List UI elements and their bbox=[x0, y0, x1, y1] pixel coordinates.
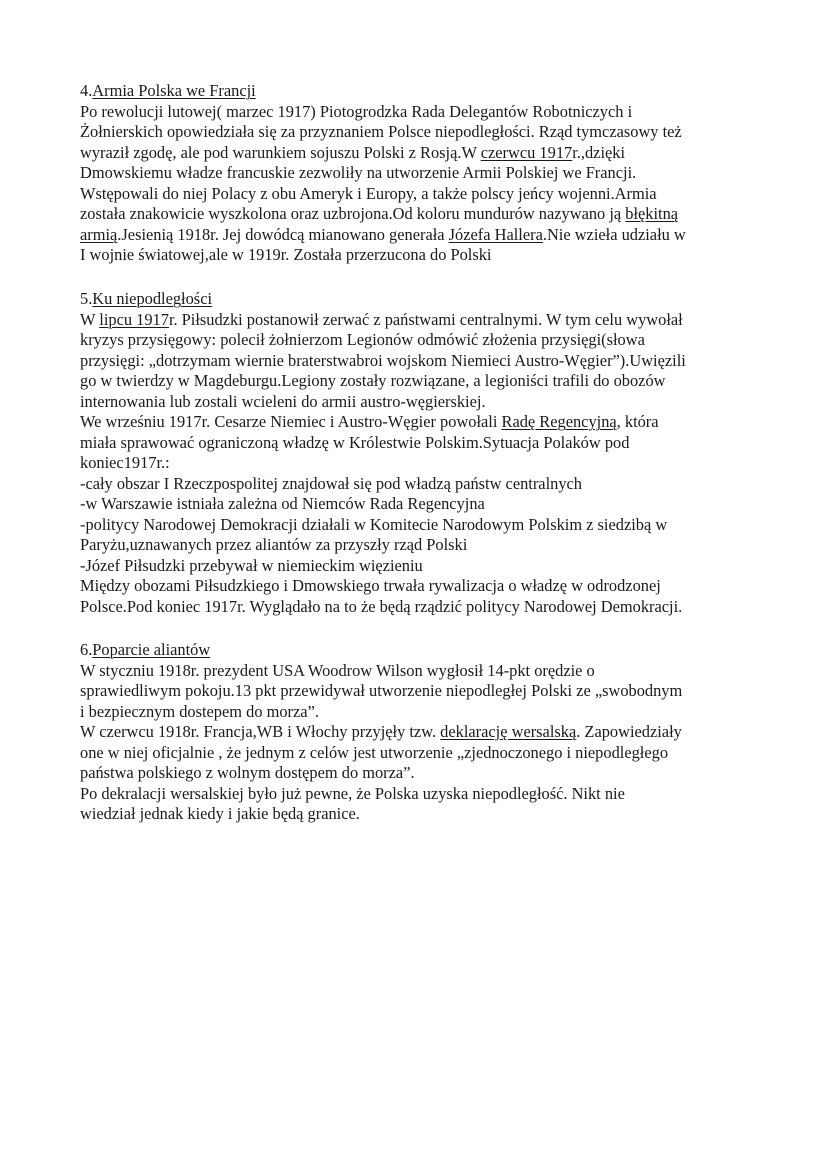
paragraph-line bbox=[80, 722, 770, 743]
paragraph-line bbox=[80, 804, 770, 825]
text-run: r. Piłsudzki postanowił zerwać z państwami centralnymi. W tym celu wywołał bbox=[168, 309, 683, 329]
text-run: Dmowskiemu władze francuskie zezwoliły na utworzenie Armii Polskiej we Francji. bbox=[80, 163, 637, 182]
underlined-term: armią bbox=[80, 224, 118, 244]
paragraph-line bbox=[80, 184, 770, 205]
text-run: wiedział jednak kiedy i jakie będą granice. bbox=[80, 804, 360, 823]
paragraph-line bbox=[80, 597, 770, 618]
paragraph-line bbox=[80, 143, 770, 164]
text-run: I wojnie światowej,ale w 1919r. Została przerzucona do Polski bbox=[80, 245, 492, 264]
text-run: W styczniu 1918r. prezydent USA Woodrow Wilson wygłosił 14-pkt orędzie o bbox=[80, 660, 595, 680]
paragraph-line bbox=[80, 576, 770, 597]
text-run: została znakowicie wyszkolona oraz uzbrojona.Od koloru mundurów nazywano ją bbox=[80, 204, 626, 223]
underlined-term: deklarację wersalską bbox=[440, 722, 577, 741]
paragraph-line bbox=[80, 412, 770, 433]
underlined-term: Armia Polska we Francji bbox=[92, 81, 256, 100]
text-run: Polsce.Pod koniec 1917r. Wyglądało na to że będą rządzić politycy Narodowej Demokracji. bbox=[80, 596, 683, 616]
section-heading bbox=[80, 640, 770, 661]
text-run: go w twierdzy w Magdeburgu.Legiony zostały rozwiązane, a legioniści trafili do obozów bbox=[80, 371, 666, 390]
text-run: Paryżu,uznawanych przez aliantów za przyszły rząd Polski bbox=[80, 535, 468, 554]
text-run: i bezpiecznym dostepem do morza”. bbox=[80, 701, 319, 721]
text-run: wyraził zgodę, ale pod warunkiem sojuszu Polski z Rosją.W bbox=[80, 142, 481, 162]
text-run: .Jesienią 1918r. Jej dowódcą mianowano generała bbox=[117, 224, 449, 244]
underlined-term: Radę Regencyjną bbox=[501, 412, 617, 431]
underlined-term: Józefa Hallera bbox=[448, 224, 543, 244]
section-armia-polska bbox=[80, 81, 770, 266]
section-heading bbox=[80, 81, 770, 102]
text-run: -Józef Piłsudzki przebywał w niemieckim więzieniu bbox=[80, 555, 423, 575]
paragraph-line bbox=[80, 204, 770, 225]
text-run: 6. bbox=[80, 640, 93, 659]
paragraph-line bbox=[80, 392, 770, 413]
text-run: -politycy Narodowej Demokracji działali w Komitecie Narodowym Polskim z siedzibą w bbox=[80, 514, 668, 534]
text-run: miała sprawować ograniczoną władzę w Królestwie Polskim.Sytuacja Polaków pod bbox=[80, 432, 630, 452]
text-run: W czerwcu 1918r. Francja,WB i Włochy przyjęły tzw. bbox=[80, 722, 441, 741]
paragraph-line bbox=[80, 681, 770, 702]
text-run: -w Warszawie istniała zależna od Niemców Rada Regencyjna bbox=[80, 494, 485, 513]
text-run: państwa polskiego z wolnym dostępem do morza”. bbox=[80, 763, 415, 782]
text-run: koniec1917r.: bbox=[80, 453, 170, 472]
text-run: Żołnierskich opowiedziała się za przyznaniem Polsce niepodległości. Rząd tymczasowy też bbox=[80, 122, 682, 141]
paragraph-line bbox=[80, 763, 770, 784]
section-poparcie-aliantow bbox=[80, 640, 770, 825]
paragraph-line bbox=[80, 371, 770, 392]
paragraph-line bbox=[80, 474, 770, 495]
section-heading bbox=[80, 289, 770, 310]
paragraph-line bbox=[80, 163, 770, 184]
paragraph-line bbox=[80, 330, 770, 351]
paragraph-line bbox=[80, 433, 770, 454]
paragraph-line bbox=[80, 310, 770, 331]
text-run: W bbox=[80, 309, 100, 329]
paragraph-line bbox=[80, 743, 770, 764]
text-run: 4. bbox=[80, 81, 93, 100]
paragraph-line bbox=[80, 102, 770, 123]
text-run: , która bbox=[616, 412, 659, 431]
text-run: .Nie wzieła udziału w bbox=[542, 224, 686, 244]
paragraph-line bbox=[80, 225, 770, 246]
underlined-term: Poparcie aliantów bbox=[92, 640, 211, 659]
paragraph-line bbox=[80, 515, 770, 536]
text-run: kryzys przysięgowy: polecił żołnierzom Legionów odmówić złożenia przysięgi(słowa bbox=[80, 330, 645, 349]
text-run: Po dekralacji wersalskiej było już pewne, że Polska uzyska niepodległość. Nikt nie bbox=[80, 783, 625, 803]
paragraph-line bbox=[80, 453, 770, 474]
paragraph-line bbox=[80, 494, 770, 515]
text-run: . Zapowiedziały bbox=[576, 722, 682, 741]
paragraph-line bbox=[80, 702, 770, 723]
paragraph-line bbox=[80, 661, 770, 682]
underlined-term: lipcu 1917 bbox=[99, 309, 169, 329]
paragraph-line bbox=[80, 351, 770, 372]
paragraph-line bbox=[80, 535, 770, 556]
text-run: Między obozami Piłsudzkiego i Dmowskiego trwała rywalizacja o władzę w odrodzonej bbox=[80, 576, 661, 595]
paragraph-line bbox=[80, 122, 770, 143]
underlined-term: Ku niepodległości bbox=[92, 289, 213, 308]
section-ku-niepodleglosci bbox=[80, 289, 770, 617]
text-run: przysięgi: „dotrzymam wiernie braterstwabroi wojskom Niemieci Austro-Węgier”).Uwięzili bbox=[80, 350, 686, 370]
paragraph-line bbox=[80, 245, 770, 266]
paragraph-line bbox=[80, 784, 770, 805]
underlined-term: błękitną bbox=[625, 204, 679, 223]
text-run: We wrześniu 1917r. Cesarze Niemiec i Austro-Węgier powołali bbox=[80, 412, 502, 431]
text-run: r.,dzięki bbox=[572, 142, 626, 162]
text-run: Po rewolucji lutowej( marzec 1917) Piotogrodzka Rada Delegantów Robotniczych i bbox=[80, 101, 633, 121]
text-run: one w niej oficjalnie , że jednym z celów jest utworzenie „zjednoczonego i niepodległego bbox=[80, 742, 669, 762]
text-run: Wstępowali do niej Polacy z obu Ameryk i Europy, a także polscy jeńcy wojenni.Armia bbox=[80, 183, 657, 203]
text-run: 5. bbox=[80, 289, 93, 308]
text-run: -cały obszar I Rzeczpospolitej znajdował się pod władzą państw centralnych bbox=[80, 473, 582, 493]
paragraph-line bbox=[80, 556, 770, 577]
underlined-term: czerwcu 1917 bbox=[480, 142, 573, 162]
text-run: internowania lub zostali wcieleni do armii austro-węgierskiej. bbox=[80, 391, 486, 411]
text-run: sprawiedliwym pokoju.13 pkt przewidywał utworzenie niepodległej Polski ze „swobodnym bbox=[80, 681, 683, 700]
